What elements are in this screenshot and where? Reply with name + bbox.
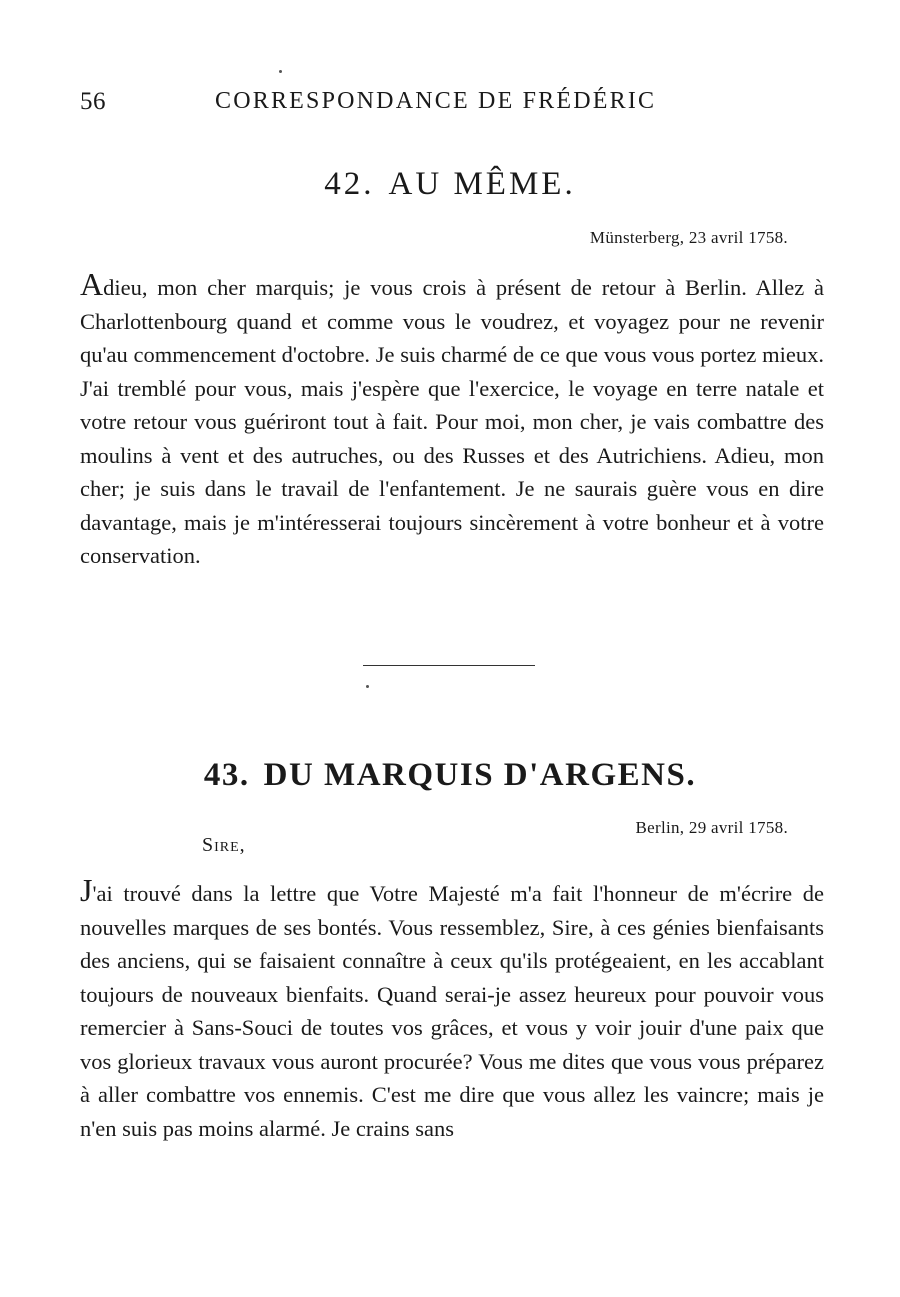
letter-43-body bbox=[80, 874, 824, 1184]
ink-speck bbox=[279, 70, 282, 73]
letter-42-initial: A bbox=[80, 266, 104, 302]
letter-43-initial: J bbox=[80, 874, 93, 908]
page-number: 56 bbox=[80, 88, 106, 115]
letter-43-heading bbox=[80, 757, 820, 794]
letter-43-text: 'ai trouvé dans la lettre que Votre Majesté m'a fait l'honneur de m'écrire de nouvelles marques de ses bontés. Vous ressemblez, Sire, à ces génies bienfaisants des anciens, qui se faisaient connaître à ceux qu'ils protégeaient, en les accablant toujours de nouveaux bienfaits. Quand serai-je assez heureux pour pouvoir vous remercier à Sans-Souci de toutes vos grâces, et vous y voir jouir d'une paix que vos glorieux travaux vous auront procurée? Vous me dites que vous vous préparez à aller combattre vos ennemis. C'est me dire que vous allez les vaincre; mais je n'en suis pas moins alarmé. Je crains sans bbox=[80, 881, 824, 1141]
letter-42-number: 42. bbox=[324, 166, 375, 202]
letter-42-body bbox=[80, 268, 824, 573]
letter-42-dateline: Münsterberg, 23 avril 1758. bbox=[589, 228, 788, 247]
letter-42-text: dieu, mon cher marquis; je vous crois à présent de retour à Berlin. Allez à Charlottenbourg quand et comme vous le voudrez, et voyagez pour ne revenir qu'au commencement d'octobre. Je suis charmé de ce que vous vous portez mieux. J'ai tremblé pour vous, mais j'espère que l'exercice, le voyage en terre natale et votre retour vous guériront tout à fait. Pour moi, mon cher, je vais combattre des moulins à vent et des autruches, ou des Russes et des Autrichiens. Adieu, mon cher; je suis dans le travail de l'enfantement. Je ne saurais guère vous en dire davantage, mais je m'intéresserai toujours sincèrement à votre bonheur et à votre conservation. bbox=[80, 275, 824, 568]
letter-42-heading bbox=[80, 166, 820, 203]
section-divider bbox=[363, 665, 535, 666]
letter-43-title: DU MARQUIS D'ARGENS. bbox=[263, 757, 697, 793]
running-title: CORRESPONDANCE DE FRÉDÉRIC bbox=[215, 88, 657, 114]
ink-speck bbox=[366, 685, 369, 688]
letter-43-salutation: Sire, bbox=[202, 834, 246, 856]
letter-43-dateline: Berlin, 29 avril 1758. bbox=[635, 818, 788, 837]
letter-43-number: 43. bbox=[203, 757, 250, 793]
running-head bbox=[80, 88, 820, 122]
letter-42-title: AU MÊME. bbox=[388, 166, 576, 202]
